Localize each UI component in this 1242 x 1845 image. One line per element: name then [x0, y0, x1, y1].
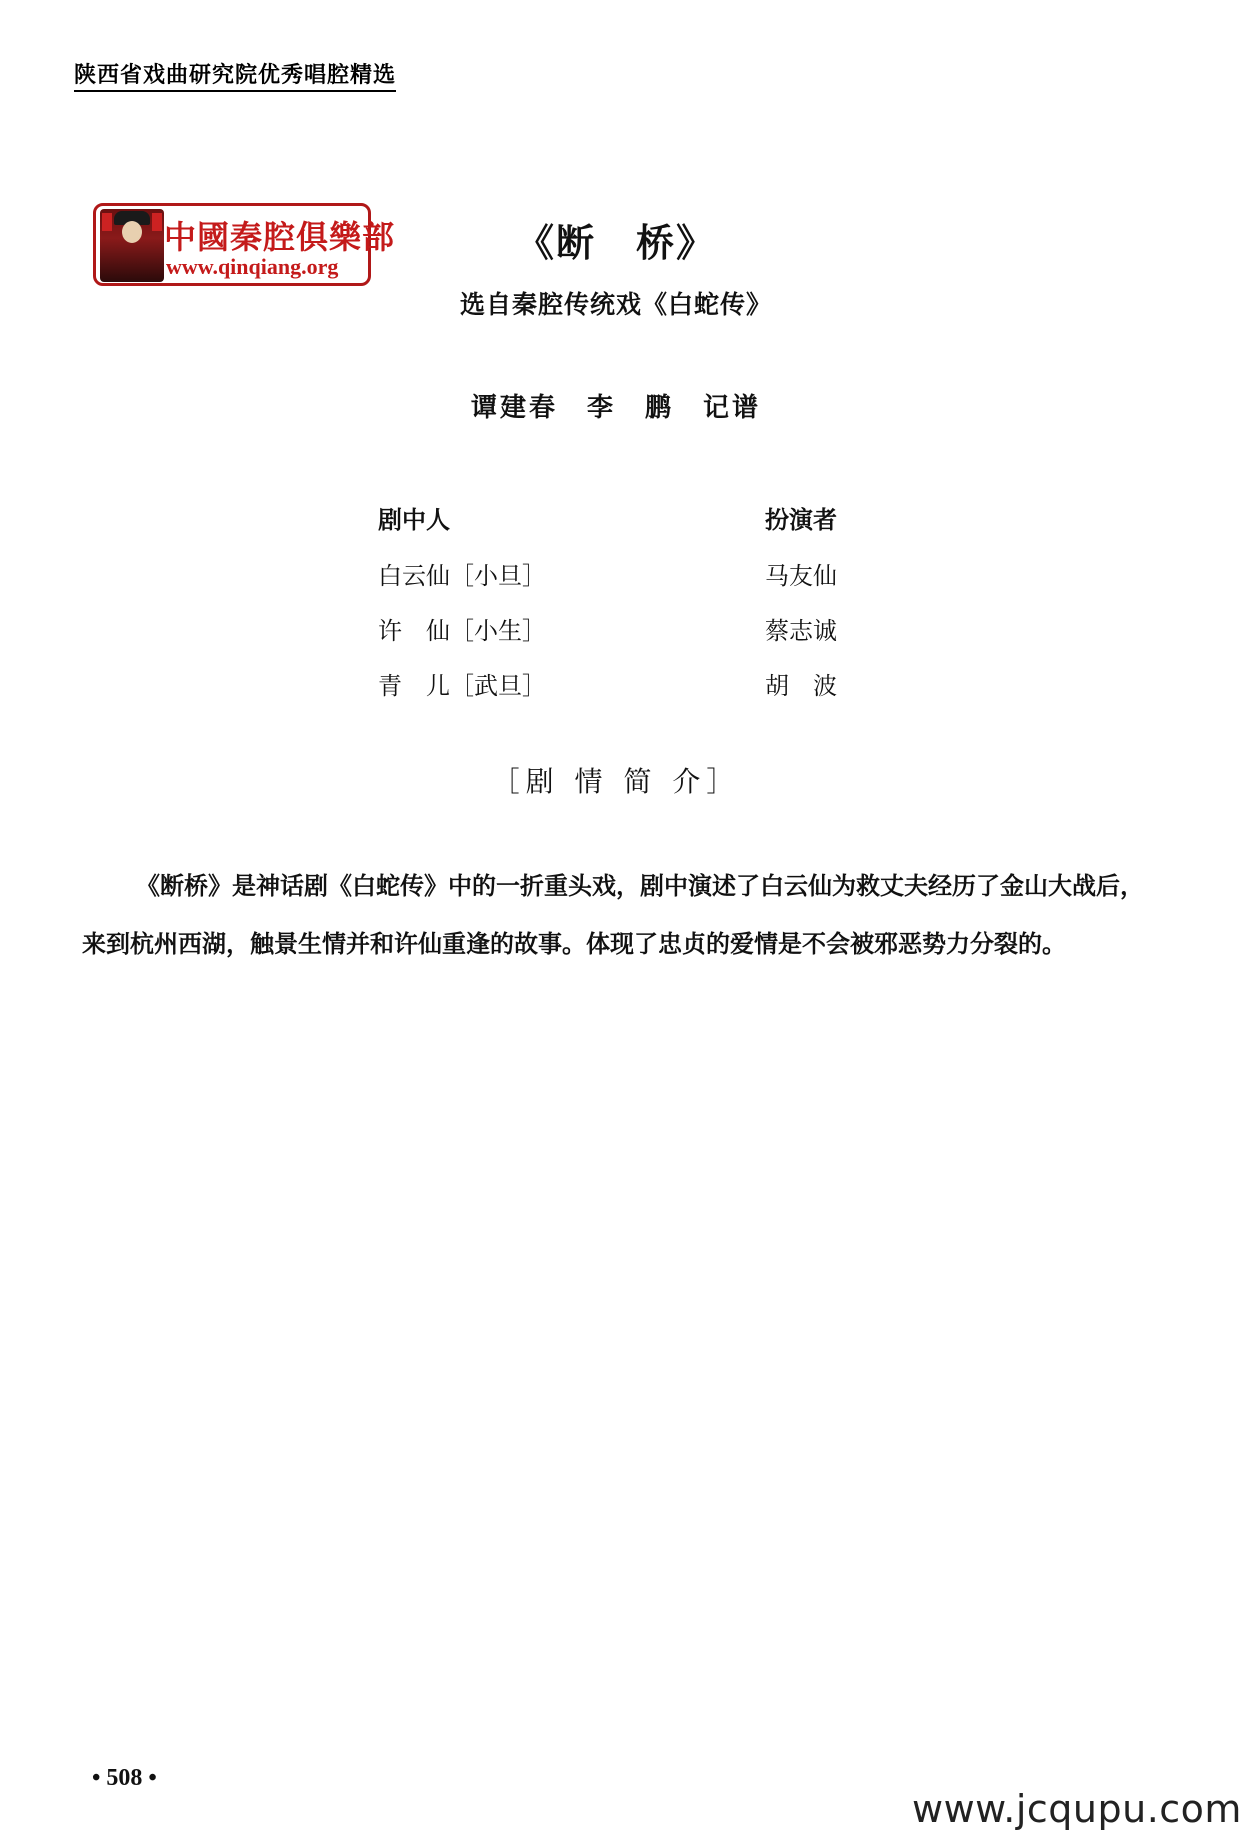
- book-header: 陕西省戏曲研究院优秀唱腔精选: [74, 58, 396, 92]
- cast-actor: 马友仙: [765, 562, 837, 590]
- cast-header-role: 剧中人: [378, 506, 450, 534]
- cast-header-actor: 扮演者: [765, 506, 837, 534]
- cast-role: 青 儿［武旦］: [378, 672, 546, 700]
- logo-title: 中國秦腔俱樂部: [164, 218, 396, 256]
- cast-actor: 胡 波: [765, 672, 837, 700]
- cast-role: 白云仙［小旦］: [378, 562, 546, 590]
- watermark: www.jcqupu.com: [912, 1787, 1242, 1831]
- page-number: • 508 •: [92, 1765, 157, 1791]
- page-title: 《断 桥》: [515, 220, 716, 265]
- section-title: ［剧 情 简 介］: [491, 765, 741, 798]
- logo-url: www.qinqiang.org: [166, 254, 339, 279]
- cast-actor: 蔡志诚: [765, 617, 837, 645]
- page-subtitle: 选自秦腔传统戏《白蛇传》: [459, 290, 772, 319]
- synopsis-line: 《断桥》是神话剧《白蛇传》中的一折重头戏，剧中演述了白云仙为救丈夫经历了金山大战后，: [136, 872, 1144, 900]
- cast-role: 许 仙［小生］: [378, 617, 546, 645]
- synopsis-line: 来到杭州西湖，触景生情并和许仙重逢的故事。体现了忠贞的爱情是不会被邪恶势力分裂的。: [82, 930, 1066, 958]
- notators: 谭建春 李 鹏 记谱: [470, 393, 761, 423]
